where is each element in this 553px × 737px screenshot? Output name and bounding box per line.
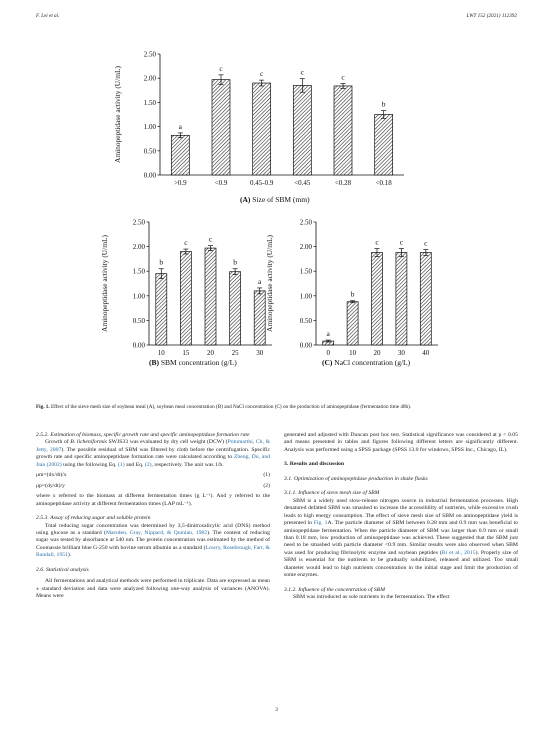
y-tick-label: 0.00	[299, 341, 312, 350]
y-tick-label: 2.50	[299, 218, 312, 227]
x-tick-label: <0.28	[334, 179, 352, 187]
x-tick-label: 10	[349, 349, 357, 357]
figure-caption	[36, 404, 518, 411]
panel-label: (B)	[149, 358, 159, 367]
significance-letter: a	[258, 276, 262, 286]
section-2-5-3-title: 2.5.3. Assay of reducing sugar and soluble protein	[36, 515, 151, 522]
y-axis-label: Aminopeptidase activity (U/mL)	[265, 235, 274, 332]
x-tick-label: 15	[182, 349, 190, 357]
running-header-authors: F. Lei et al.	[36, 13, 60, 19]
significance-letter: c	[208, 234, 213, 244]
equation-link[interactable]: (2)	[144, 461, 152, 468]
significance-letter: c	[375, 237, 379, 247]
x-tick-label: 0	[326, 349, 330, 357]
significance-letter: c	[219, 63, 223, 73]
significance-letter: a	[178, 121, 183, 131]
x-tick-label: 30	[256, 349, 264, 357]
x-tick-label: 25	[231, 349, 239, 357]
y-tick-label: 2.50	[143, 50, 156, 59]
x-tick-label: 40	[422, 349, 430, 357]
bar	[420, 253, 431, 345]
section-2-5-2-paragraph: Growth of B. licheniformis SWJS33 was evaluated by dry cell weight (DCW) (Potumarthi, Ch, & Jetty, 2007). The possible residual of SBM was filtered by cloth before the centrifugation. Specific growth rate and specific aminopeptidase formation rate were calculated according to Zheng, Du, and Jian (2002) using the following Eq. (1) and Eq. (2), respectively. The unit was 1/h.	[36, 439, 271, 468]
x-tick-label: <0.18	[375, 179, 392, 187]
x-tick-label: 10	[157, 349, 165, 357]
section-3-1-1-paragraph: SBM is a widely used slow-release nitrogen source in industrial fermentation processes. High denatured defatted SBM was smashed to increase the accessibility of nutrients, while excessive crush leads to high energy consumption. The effect of sieve mesh size of SBM on aminopeptidase yield is presented in Fig. 1A. The particle diameter of SBM between 0.28 mm and 0.9 mm was beneficial to aminopeptidase fermentation. When the particle diameter of SBM was larger than 0.9 mm or small than 0.18 mm, low production of aminopeptidase was achieved. These suggested that the SBM just need to be smashed with particle diameter <0.9 mm. Similar results were also observed when SBM was used for producing fibrinolytic enzyme and soybean peptides (Bi et al., 2015). Properly size of SBM is essential for the nutrients to be gradually solubilized, released and utilized. Too small diameter would lead to high nutrients concentration in the initial stage and limit the production of some enzymes.	[284, 497, 518, 579]
figure-caption-text: Effect of the sieve mesh size of soybean meal (A), soybean meal concentration (B) and NaCl concentration (C) on the production of aminopeptidase (fermentation time 48h).	[51, 404, 412, 410]
section-2-6-title: 2.6. Statistical analysis	[36, 566, 89, 573]
equation-1: μm=(dx/dt)/x (1)	[36, 472, 270, 479]
y-tick-label: 2.00	[299, 243, 312, 252]
significance-letter: c	[184, 238, 188, 248]
y-tick-label: 0.00	[143, 171, 156, 180]
citation-link[interactable]: Bi et al., 2015	[441, 549, 476, 556]
page-number: 3	[275, 707, 278, 713]
bar	[372, 253, 383, 345]
section-2-6-paragraph: All fermentations and analytical methods were performed in triplicate. Data are expressed as mean ± standard deviation and data were analyzed following one-way analysis of variances (ANOVA). Means were	[36, 578, 270, 600]
x-tick-label: 30	[397, 349, 405, 357]
y-axis-label: Aminopeptidase activity (U/mL)	[113, 66, 122, 163]
section-3-title: 3. Results and discussion	[284, 461, 345, 468]
significance-letter: b	[233, 257, 237, 267]
citation-link[interactable]: Marsden, Gray, Nippard, & Quinlan, 1982	[105, 529, 208, 536]
x-axis-label	[322, 358, 411, 367]
x-axis-title: Size of SBM (mm)	[250, 195, 310, 204]
significance-letter: c	[399, 237, 404, 247]
left-column	[36, 432, 270, 601]
section-3-1-2-title: 3.1.2. Influence of the concentration of SBM	[284, 586, 385, 593]
x-tick-label: <0.9	[214, 179, 228, 187]
x-tick-label: 0.45-0.9	[249, 179, 274, 187]
significance-letter: b	[381, 99, 386, 109]
figure-link[interactable]: Fig. 1	[313, 520, 328, 527]
citation-link[interactable]: Potumarthi, Ch, & Jetty, 2007	[36, 439, 270, 453]
y-tick-label: 1.50	[132, 267, 145, 276]
significance-letter: c	[259, 69, 264, 79]
y-tick-label: 0.50	[132, 316, 145, 325]
statistics-paragraph-continued: generated and adjusted with Duncan post hoc test. Statistical significance was considered at p < 0.05 and means presented in tables and figures following different letters are significantly different. Analysis was performed using a SPSS package (SPSS 13.0 for windows, SPSS Inc., Chicago, IL).	[284, 432, 518, 453]
citation-link[interactable]: Zheng, Du, and Jian (2002)	[36, 454, 271, 468]
significance-letter: b	[159, 257, 164, 267]
y-tick-label: 2.00	[143, 74, 156, 83]
significance-letter: c	[300, 67, 305, 77]
x-axis-title: SBM concentration (g/L)	[159, 358, 237, 367]
significance-letter: b	[350, 289, 355, 299]
y-tick-label: 2.50	[132, 218, 145, 227]
y-tick-label: 1.50	[143, 98, 156, 107]
y-tick-label: 0.50	[299, 316, 312, 325]
figure-label: Fig. 1.	[36, 404, 50, 410]
section-3-1-title: 3.1. Optimization of aminopeptidase production in shake flasks	[284, 475, 428, 482]
equation-explanation: where x referred to the biomass at different fermentation times (g L⁻¹). And y referred to the aminopeptidase activity at different fermentation times (LAP mL⁻¹).	[36, 493, 270, 507]
citation-link[interactable]: Lowry, Rosebrough, Farr, & Randall, 1951	[36, 544, 270, 559]
panel-label: (A)	[240, 195, 251, 204]
y-tick-label: 0.00	[132, 341, 145, 350]
x-axis-title: NaCl concentration (g/L)	[332, 358, 411, 367]
x-tick-label: >0.9	[173, 179, 187, 187]
y-tick-label: 0.50	[143, 147, 156, 156]
significance-letter: c	[424, 238, 428, 248]
section-3-1-2-paragraph: SBM was introduced as sole nutrients in the fermentation. The effect	[293, 594, 450, 601]
equation-link[interactable]: (1)	[118, 461, 125, 468]
bar	[347, 302, 358, 345]
significance-letter: a	[326, 329, 330, 339]
x-tick-label: <0.45	[294, 179, 311, 187]
section-3-1-1-title: 3.1.1. Influence of sieve mesh size of SBM	[284, 490, 380, 497]
y-tick-label: 1.00	[299, 292, 312, 301]
x-tick-label: 20	[373, 349, 381, 357]
running-header-journal: LWT 152 (2021) 112392	[466, 13, 517, 19]
bar	[396, 253, 407, 345]
panel-label: (C)	[322, 358, 333, 367]
significance-letter: c	[341, 72, 345, 82]
y-tick-label: 2.00	[132, 243, 145, 252]
y-tick-label: 1.00	[132, 292, 145, 301]
equation-2: μp=(dy/dt)/y (2)	[36, 482, 270, 489]
y-tick-label: 1.50	[299, 267, 312, 276]
y-tick-label: 1.00	[143, 123, 156, 132]
section-2-5-2-title: 2.5.2. Estimation of biomass, specific growth rate and specific aminopeptidase formation rate	[36, 432, 250, 438]
x-tick-label: 20	[207, 349, 214, 357]
right-column	[284, 432, 518, 602]
y-axis-label: Aminopeptidase activity (U/mL)	[100, 235, 109, 332]
section-2-5-3-paragraph: Total reducing sugar concentration was determined by 3,5-dinitrosalicylic acid (DNS) method using glucose as a standard (Marsden, Gray, Nippard, & Quinlan, 1982). The content of reducing sugar was tested by absorbance at 540 nm. The protein concentration was estimated by the method of Coomassie brilliant blue G-250 with bovine serum albumin as a standard (Lowry, Rosebrough, Farr, & Randall, 1951).	[36, 522, 270, 559]
